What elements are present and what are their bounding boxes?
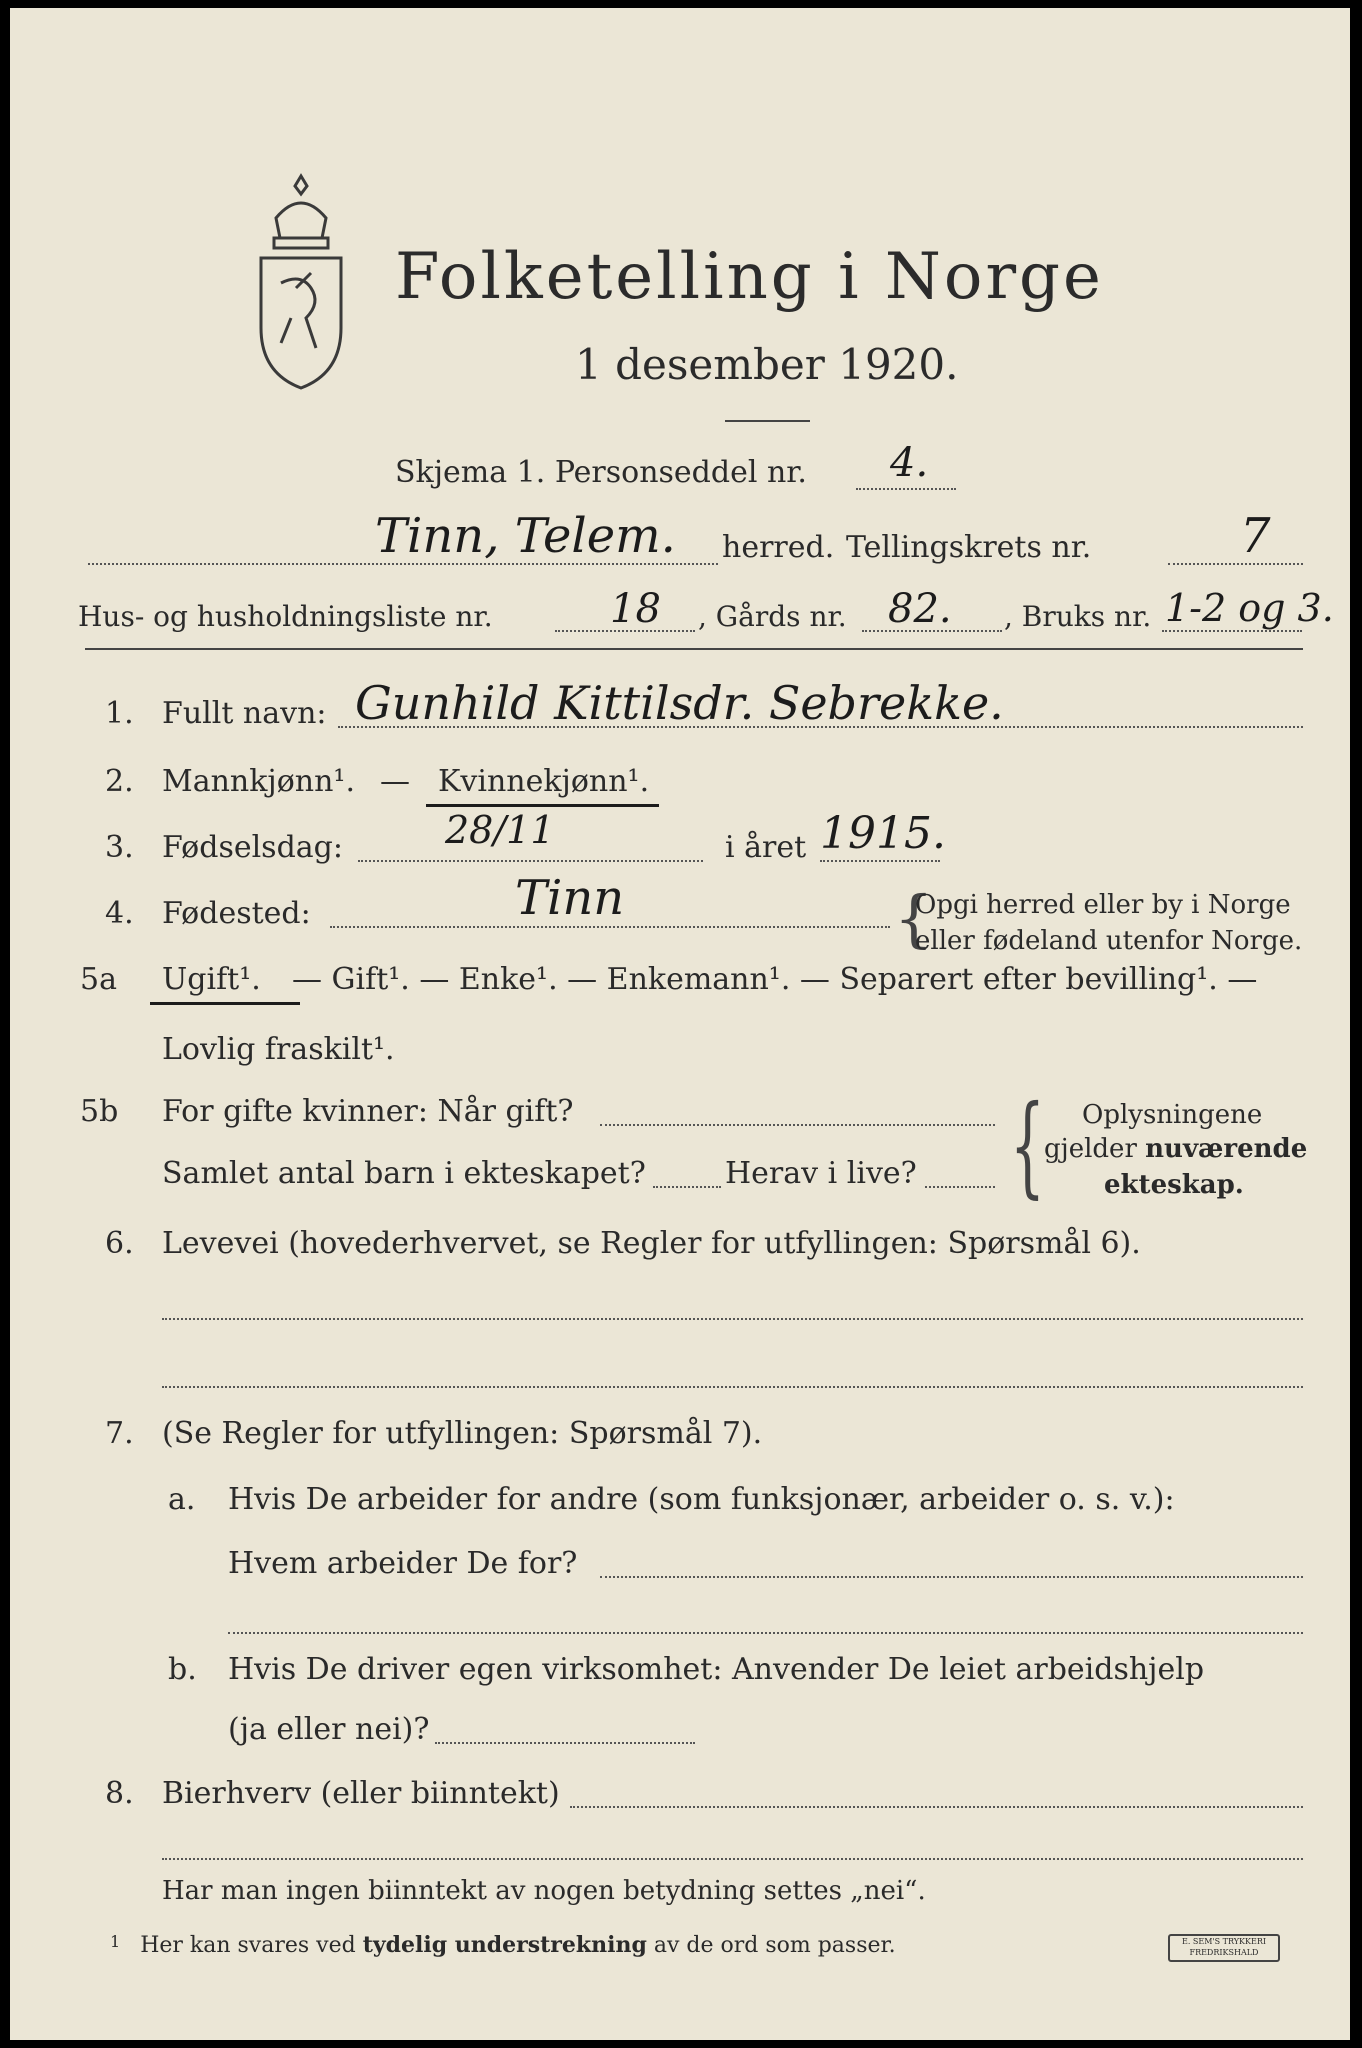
year-label: i året (725, 830, 807, 865)
q4-label: Fødested: (162, 896, 311, 931)
q7b-text2: (ja eller nei)? (228, 1712, 430, 1747)
q5b-note2 (1044, 1134, 1307, 1164)
q8-text: Bierhverv (eller biinntekt) (162, 1776, 560, 1811)
q4-note2: eller fødeland utenfor Norge. (915, 926, 1303, 956)
q5b-note1: Oplysningene (1082, 1100, 1263, 1130)
q7a-number: a. (168, 1482, 196, 1517)
birthday-field[interactable] (358, 860, 703, 862)
footnote-b: tydelig understrekning (362, 1932, 647, 1958)
q8-number: 8. (105, 1776, 134, 1811)
q2-sep: — (380, 764, 410, 799)
birthplace-field[interactable] (330, 926, 890, 928)
personseddel-field[interactable] (856, 488, 956, 490)
q1-label: Fullt navn: (162, 696, 327, 731)
tellingskrets-label: Tellingskrets nr. (846, 530, 1092, 565)
q3-label: Fødselsdag: (162, 830, 343, 865)
full-name-value: Gunhild Kittilsdr. Sebrekke. (355, 676, 1004, 730)
q5b-brace: { (1010, 1081, 1045, 1209)
q5a-line2: Lovlig fraskilt¹. (162, 1032, 395, 1067)
birthplace-value: Tinn (515, 870, 625, 926)
q5b-alive-label: Herav i live? (725, 1156, 917, 1191)
levevei-field-1[interactable] (162, 1318, 1303, 1320)
printer-stamp-line1: E. SEM'S TRYKKERI (1181, 1937, 1267, 1946)
side-income-field-1[interactable] (570, 1806, 1303, 1808)
year-value: 1915. (820, 808, 946, 859)
birthday-value: 28/11 (445, 808, 555, 852)
census-date: 1 desember 1920. (575, 340, 959, 389)
q2-number: 2. (105, 764, 134, 799)
levevei-field-2[interactable] (162, 1386, 1303, 1388)
q4-note1: Opgi herred eller by i Norge (915, 890, 1291, 920)
hired-help-field[interactable] (435, 1742, 695, 1744)
gards-label: , Gårds nr. (698, 600, 847, 633)
q2-kvinne: Kvinnekjønn¹. (438, 764, 650, 799)
q4-brace: { (894, 882, 934, 955)
q5b-children-label: Samlet antal barn i ekteskapet? (162, 1156, 646, 1191)
q5a-options: — Gift¹. — Enke¹. — Enkemann¹. — Separert efter bevilling¹. — (292, 962, 1258, 997)
q7-number: 7. (105, 1416, 134, 1451)
q7-text: (Se Regler for utfyllingen: Spørsmål 7). (162, 1416, 763, 1451)
alive-field[interactable] (925, 1186, 995, 1188)
kvinne-underline (426, 804, 659, 807)
year-field[interactable] (820, 860, 940, 862)
footnote-c: av de ord som passer. (646, 1933, 896, 1958)
married-date-field[interactable] (600, 1124, 995, 1126)
side-income-field-2[interactable] (162, 1858, 1303, 1860)
q6-number: 6. (105, 1226, 134, 1261)
coat-of-arms-icon (246, 168, 356, 398)
employer-field-2[interactable] (228, 1632, 1303, 1634)
skjema-label: Skjema 1. Personseddel nr. (395, 455, 807, 490)
tellingskrets-field[interactable] (1168, 563, 1303, 565)
q1-number: 1. (105, 696, 134, 731)
footnote (110, 1932, 896, 1958)
q5a-number: 5a (80, 962, 117, 997)
census-form (10, 8, 1350, 2040)
printer-stamp-line2: FREDRIKSHALD (1189, 1948, 1259, 1957)
q7a-text2: Hvem arbeider De for? (228, 1546, 578, 1581)
herred-value: Tinn, Telem. (375, 508, 676, 564)
q7b-text: Hvis De driver egen virksomhet: Anvender De leiet arbeidshjelp (228, 1652, 1205, 1687)
husliste-value: 18 (610, 586, 661, 632)
q5b-note2b: nuværende (1145, 1134, 1308, 1164)
form-title: Folketelling i Norge (395, 240, 1104, 314)
bruks-value: 1-2 og 3. (1165, 586, 1334, 630)
footnote-number: 1 (110, 1932, 121, 1951)
footer-note: Har man ingen biinntekt av nogen betydning settes „nei“. (162, 1876, 926, 1906)
gards-value: 82. (888, 586, 952, 632)
q5b-note2a: gjelder (1044, 1134, 1146, 1164)
q7a-text: Hvis De arbeider for andre (som funksjonær, arbeider o. s. v.): (228, 1482, 1175, 1517)
employer-field-1[interactable] (600, 1576, 1303, 1578)
q5b-number: 5b (80, 1094, 119, 1129)
personseddel-value: 4. (890, 440, 929, 486)
printer-stamp (1168, 1934, 1280, 1962)
bruks-field[interactable] (1162, 630, 1302, 632)
bruks-label: , Bruks nr. (1004, 600, 1152, 633)
q2-mann: Mannkjønn¹. (162, 764, 355, 799)
children-field[interactable] (653, 1186, 721, 1188)
husliste-label: Hus- og husholdningsliste nr. (78, 600, 493, 633)
herred-label: herred. (722, 530, 835, 565)
q5a-ugift: Ugift¹. (162, 962, 261, 997)
q4-number: 4. (105, 896, 134, 931)
q6-text: Levevei (hovederhvervet, se Regler for utfyllingen: Spørsmål 6). (162, 1226, 1141, 1261)
title-divider (725, 420, 810, 422)
ugift-underline (150, 1002, 300, 1005)
q3-number: 3. (105, 830, 134, 865)
q5b-line1: For gifte kvinner: Når gift? (162, 1094, 574, 1129)
footnote-a: Her kan svares ved (140, 1933, 363, 1958)
tellingskrets-value: 7 (1240, 508, 1271, 564)
q5b-note3: ekteskap. (1104, 1170, 1244, 1200)
header-divider (85, 648, 1303, 650)
q7b-number: b. (168, 1652, 197, 1687)
